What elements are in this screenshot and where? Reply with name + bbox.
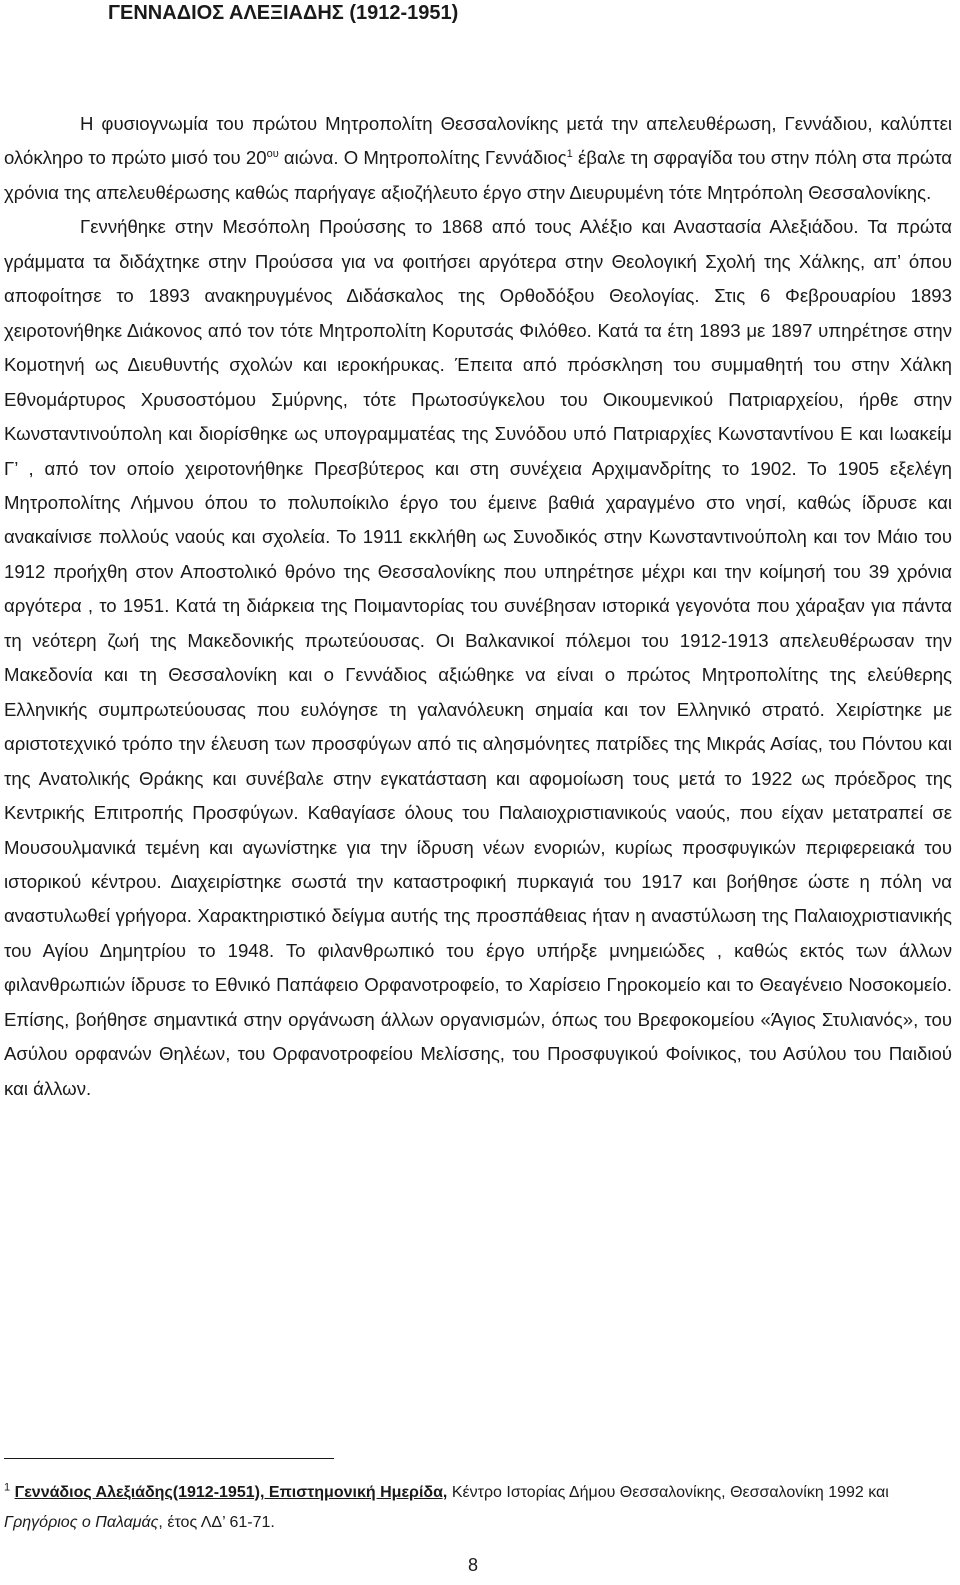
footnote-italic-title: Γρηγόριος ο Παλαμάς (4, 1514, 159, 1531)
superscript-ou: ου (266, 148, 279, 161)
paragraph-intro-part-a: Η φυσιογνωμία του πρώτου Μητροπολίτη Θεσσαλονίκης μετά την απελευθέρωση, Γεννάδιου, καλύπτει ολόκληρο το πρώτο μισό του 20 (4, 113, 952, 169)
footnote-source: Γεννάδιος Αλεξιάδης(1912-1951), Επιστημονική Ημερίδα, (14, 1484, 448, 1501)
paragraph-intro-part-b: αιώνα. Ο Μητροπολίτης Γεννάδιος (278, 147, 567, 169)
footnote-reference[interactable]: 1 (566, 148, 573, 161)
paragraph-intro (4, 107, 952, 210)
footnote-separator (4, 1458, 334, 1459)
paragraph-intro-part-c: έβαλε τη σφραγίδα του στην πόλη στα πρώτα χρόνια της απελευθέρωσης καθώς παρήγαγε αξιοζήλευτο έργο στην Διευρυμένη τότε Μητρόπολη Θεσσαλονίκης. (4, 147, 952, 203)
footnote-marker: 1 (4, 1481, 11, 1494)
paragraph-biography: Γεννήθηκε στην Μεσόπολη Προύσσης το 1868 από τους Αλέξιο και Αναστασία Αλεξιάδου. Τα πρώτα γράμματα τα διδάχτηκε στην Προύσσα για να φοιτήσει αργότερα στην Θεολογική Σχολή της Χάλκης, απ’ όπου αποφοίτησε το 1893 ανακηρυγμένος Διδάσκαλος της Ορθοδόξου Θεολογίας. Στις 6 Φεβρουαρίου 1893 χειροτονήθηκε Διάκονος από τον τότε Μητροπολίτη Κορυτσάς Φιλόθεο. Κατά τα έτη 1893 με 1897 υπηρέτησε στην Κομοτηνή ως Διευθυντής σχολών και ιεροκήρυκας. Έπειτα από πρόσκληση του συμμαθητή του στην Χάλκη Εθνομάρτυρος Χρυσοστόμου Σμύρνης, τότε Πρωτοσύγκελου του Οικουμενικού Πατριαρχείου, ήρθε στην Κωνσταντινούπολη και διορίσθηκε ως υπογραμματέας της Συνόδου υπό Πατριαρχίες Κωνσταντίνου Ε και Ιωακείμ Γ’ , από τον οποίο χειροτονήθηκε Πρεσβύτερος και στη συνέχεια Αρχιμανδρίτης το 1902. Το 1905 εξελέγη Μητροπολίτης Λήμνου όπου το πολυποίκιλο έργο του έμεινε βαθιά χαραγμένο στο νησί, καθώς ίδρυσε και ανακαίνισε πολλούς ναούς και σχολεία. Το 1911 εκκλήθη ως Συνοδικός στην Κωνσταντινούπολη και τον Μάιο του 1912 προήχθη στον Αποστολικό θρόνο της Θεσσαλονίκης που υπηρέτησε μέχρι και την κοίμησή του 39 χρόνια αργότερα , το 1951. Κατά τη διάρκεια της Ποιμαντορίας του συνέβησαν ιστορικά γεγονότα που χάραξαν για πάντα τη νεότερη ζωή της Μακεδονικής πρωτεύουσας. Οι Βαλκανικοί πόλεμοι του 1912-1913 απελευθέρωσαν την Μακεδονία και τη Θεσσαλονίκη και ο Γεννάδιος αξιώθηκε να είναι ο πρώτος Μητροπολίτης της ελεύθερης Ελληνικής συμπρωτεύουσας που ευλόγησε τη γαλανόλευκη σημαία και τον Ελληνικό στρατό. Χειρίστηκε με αριστοτεχνικό τρόπο την έλευση των προσφύγων από τις αλησμόνητες πατρίδες της Μικράς Ασίας, του Πόντου και της Ανατολικής Θράκης και συνέβαλε στην εγκατάσταση και αφομοίωση τους μετά το 1922 ως πρόεδρος της Κεντρικής Επιτροπής Προσφύγων. Καθαγίασε όλους του Παλαιοχριστιανικούς ναούς, που είχαν μετατραπεί σε Μουσουλμανικά τεμένη και αγωνίστηκε για την ίδρυση νέων ενοριών, κυρίως προσφυγικών περιφερειακά του ιστορικού κέντρου. Διαχειρίστηκε σωστά την καταστροφική πυρκαγιά του 1917 και βοήθησε ώστε η πόλη να αναστυλωθεί γρήγορα. Χαρακτηριστικό δείγμα αυτής της προσπάθειας ήταν η αναστύλωση της Παλαιοχριστιανικής του Αγίου Δημητρίου το 1948. Το φιλανθρωπικό του έργο υπήρξε μνημειώδες , καθώς εκτός των άλλων φιλανθρωπιών ίδρυσε το Εθνικό Παπάφειο Ορφανοτροφείο, το Χαρίσειο Γηροκομείο και το Θεαγένειο Νοσοκομείο. Επίσης, βοήθησε σημαντικά στην οργάνωση άλλων οργανισμών, όπως του Βρεφοκομείου «Άγιος Στυλιανός», του Ασύλου ορφανών Θηλέων, του Ορφανοτροφείου Μελίσσης, του Προσφυγικού Φοίνικος, του Ασύλου του Παιδιού και άλλων. (4, 216, 952, 1099)
document-title: ΓΕΝΝΑΔΙΟΣ ΑΛΕΞΙΑΔΗΣ (1912-1951) (108, 2, 459, 24)
body-text (4, 107, 952, 1106)
footnote-text-b: , έτος ΛΔ’ 61-71. (158, 1514, 275, 1531)
footnote-text-a: Κέντρο Ιστορίας Δήμου Θεσσαλονίκης, Θεσσαλονίκη 1992 και (447, 1484, 889, 1501)
footnote (4, 1478, 952, 1538)
page-number: 8 (468, 1555, 479, 1575)
